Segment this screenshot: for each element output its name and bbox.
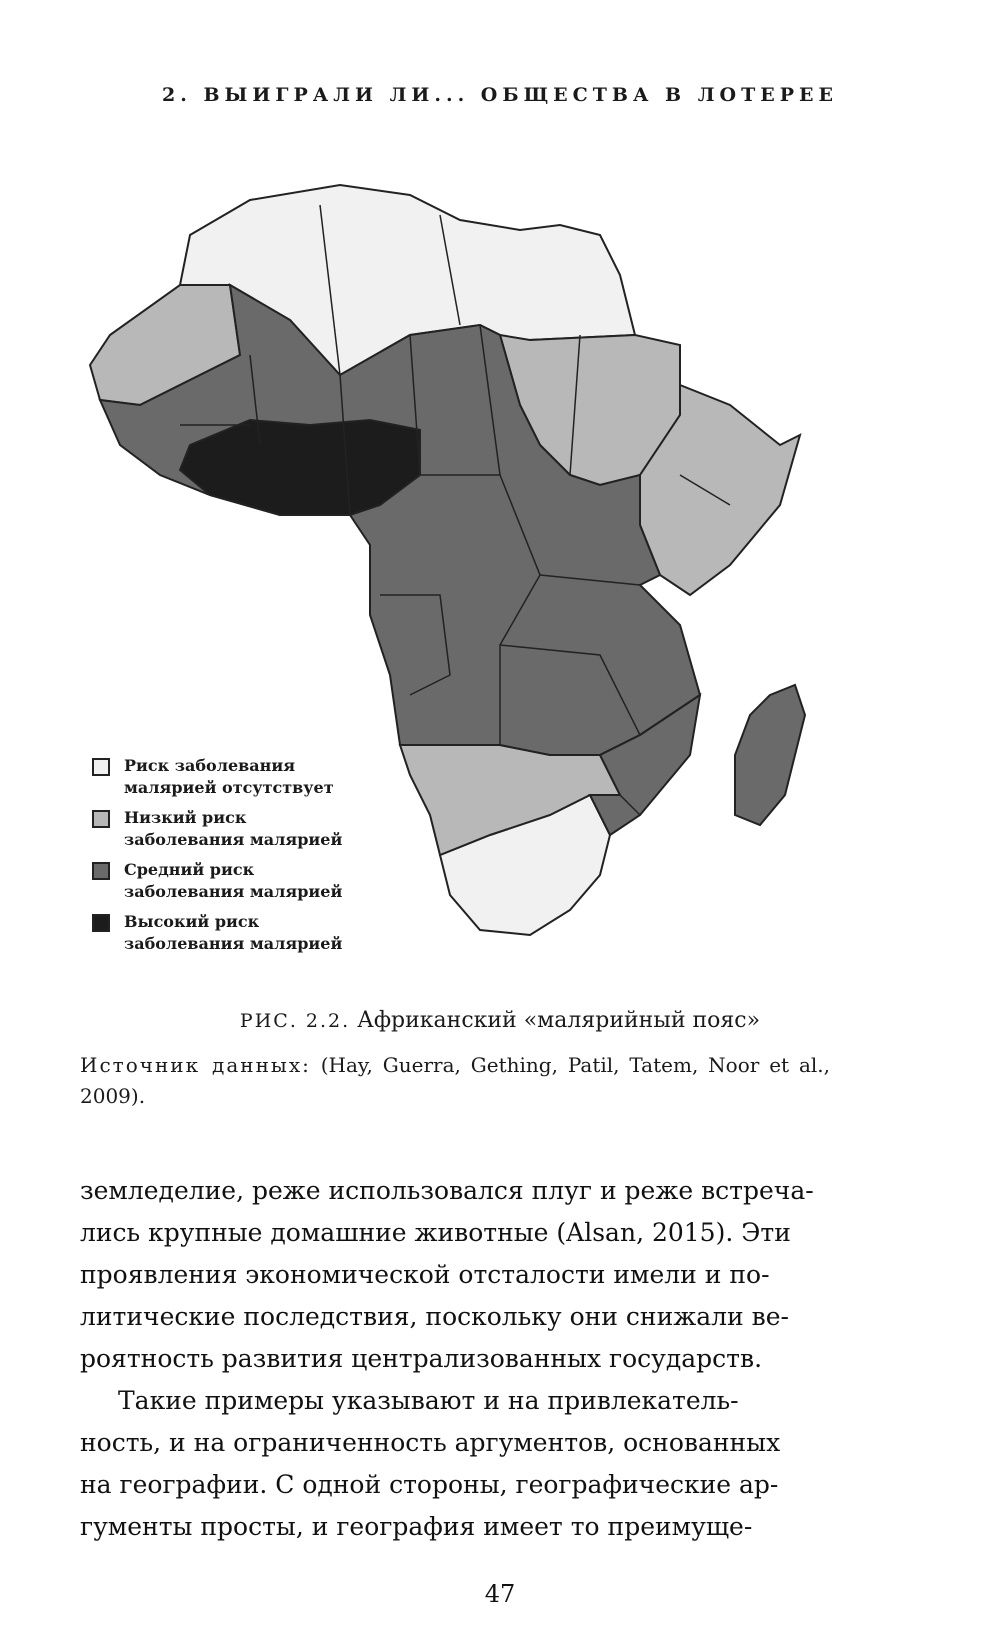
legend-swatch-high-risk xyxy=(92,914,110,932)
text-line: ность, и на ограниченность аргументов, основанных xyxy=(80,1428,781,1457)
legend-label: Средний риск заболевания малярией xyxy=(124,860,343,901)
source-text: (Hay, Guerra, Gething, Patil, Tatem, Noor et al., 2009). xyxy=(80,1053,831,1108)
figure-source xyxy=(80,1050,830,1112)
text-line: земледелие, реже использовался плуг и реже встреча- xyxy=(80,1176,814,1205)
text-line: Такие примеры указывают и на привлекатель- xyxy=(118,1386,739,1415)
running-head: 2. ВЫИГРАЛИ ЛИ... ОБЩЕСТВА В ЛОТЕРЕЕ xyxy=(162,84,838,106)
legend-swatch-no-risk xyxy=(92,758,110,776)
map-legend xyxy=(92,755,392,963)
paragraph xyxy=(80,1170,830,1380)
legend-item-low-risk xyxy=(92,807,392,851)
figure-title: Африканский «малярийный пояс» xyxy=(357,1008,761,1033)
legend-swatch-low-risk xyxy=(92,810,110,828)
region-west-africa-high xyxy=(180,420,420,515)
page-number: 47 xyxy=(484,1580,516,1608)
figure-caption xyxy=(0,1008,1000,1033)
legend-item-no-risk xyxy=(92,755,392,799)
text-line: литические последствия, поскольку они снижали ве- xyxy=(80,1302,789,1331)
text-line: гументы просты, и география имеет то преимуще- xyxy=(80,1512,753,1541)
legend-label: Риск заболевания малярией отсутствует xyxy=(124,756,334,797)
legend-label: Высокий риск заболевания малярией xyxy=(124,912,343,953)
text-line: на географии. С одной стороны, географические ар- xyxy=(80,1470,779,1499)
paragraph xyxy=(80,1380,830,1548)
source-label: Источник данных: xyxy=(80,1053,311,1077)
legend-swatch-medium-risk xyxy=(92,862,110,880)
region-madagascar-medium xyxy=(735,685,805,825)
text-line: лись крупные домашние животные (Alsan, 2015). Эти xyxy=(80,1218,791,1247)
body-text xyxy=(80,1170,830,1548)
legend-item-medium-risk xyxy=(92,859,392,903)
figure-number: РИС. 2.2. xyxy=(239,1010,351,1032)
text-line: роятность развития централизованных государств. xyxy=(80,1344,763,1373)
legend-label: Низкий риск заболевания малярией xyxy=(124,808,343,849)
legend-item-high-risk xyxy=(92,911,392,955)
text-line: проявления экономической отсталости имели и по- xyxy=(80,1260,770,1289)
